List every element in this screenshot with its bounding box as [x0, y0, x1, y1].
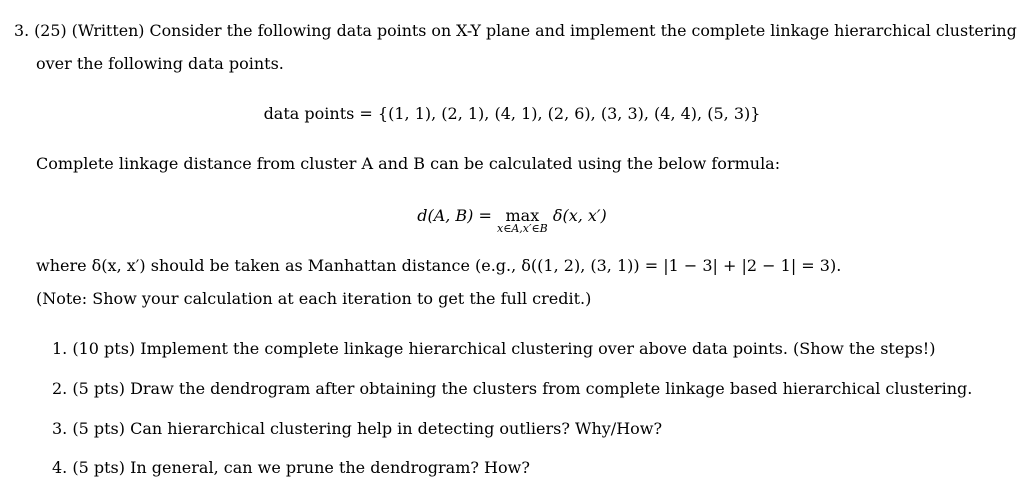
calculation-note: (Note: Show your calculation at each iteration to get the full credit.) [36, 289, 592, 308]
question-intro-line1: 3. (25) (Written) Consider the following data points on X-Y plane and implement the complete linkage hierarchical clustering [14, 21, 1017, 40]
subquestion-2: 2. (5 pts) Draw the dendrogram after obtaining the clusters from complete linkage based hierarchical clustering. [52, 379, 973, 398]
question-intro-line2: over the following data points. [36, 54, 284, 73]
subquestion-4: 4. (5 pts) In general, can we prune the dendrogram? How? [52, 458, 530, 477]
formula-rhs: δ(x, x′) [552, 206, 607, 225]
complete-linkage-description: Complete linkage distance from cluster A and B can be calculated using the below formula: [36, 154, 781, 173]
data-points-equation: data points = {(1, 1), (2, 1), (4, 1), (2, 6), (3, 3), (4, 4), (5, 3)} [263, 104, 761, 123]
formula-lhs: d(A, B) = [417, 206, 497, 225]
formula-max-operator [497, 206, 548, 234]
subquestion-3: 3. (5 pts) Can hierarchical clustering help in detecting outliers? Why/How? [52, 419, 663, 438]
manhattan-distance-note: where δ(x, x′) should be taken as Manhattan distance (e.g., δ((1, 2), (3, 1)) = |1 − 3| + |2 − 1| = 3). [36, 256, 842, 275]
complete-linkage-formula [0, 206, 1024, 234]
subquestion-1: 1. (10 pts) Implement the complete linkage hierarchical clustering over above data points. (Show the steps!) [52, 339, 936, 358]
formula-max-subscript: x∈A,x′∈B [497, 222, 548, 235]
formula-max: max [505, 206, 540, 225]
